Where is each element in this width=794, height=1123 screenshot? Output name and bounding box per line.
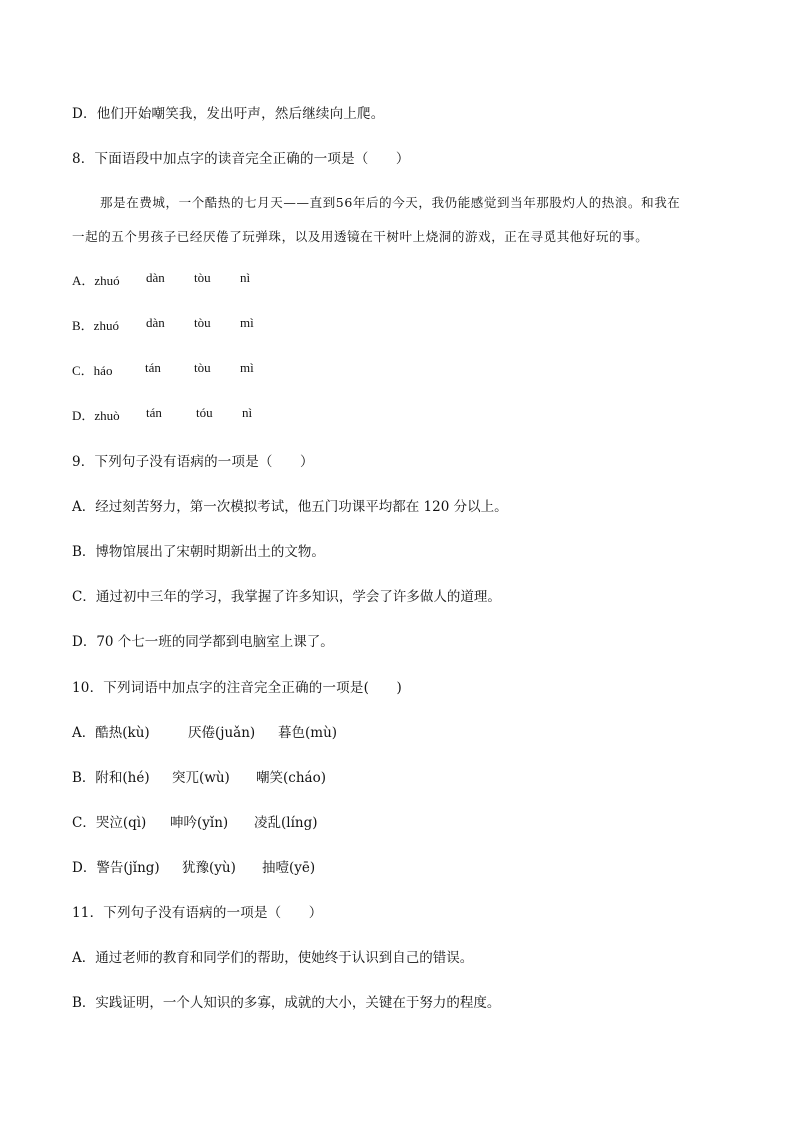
term: A．酷热(kù) bbox=[72, 725, 150, 741]
pinyin: tòu bbox=[194, 270, 211, 285]
q7-option-d: D．他们开始嘲笑我，发出吁声，然后继续向上爬。 bbox=[72, 106, 385, 122]
q9-option-d: D．70 个七一班的同学都到电脑室上课了。 bbox=[72, 634, 334, 650]
q8-passage-line-2: 一起的五个男孩子已经厌倦了玩弹珠，以及用透镜在干树叶上烧洞的游戏，正在寻觅其他好玩的事。 bbox=[72, 229, 649, 244]
pinyin: tán bbox=[145, 360, 161, 375]
term: C．哭泣(qì) bbox=[72, 815, 147, 831]
q9-option-b: B．博物馆展出了宋朝时期新出土的文物。 bbox=[72, 544, 325, 560]
term: 嘲笑(cháo) bbox=[256, 770, 326, 786]
term: 厌倦(juǎn) bbox=[188, 725, 256, 741]
pinyin: mì bbox=[240, 360, 254, 375]
q9-option-a: A．经过刻苦努力，第一次模拟考试，他五门功课平均都在 120 分以上。 bbox=[72, 499, 508, 515]
pinyin: dàn bbox=[146, 270, 165, 285]
option-label: A．zhuó bbox=[72, 273, 120, 288]
term: D．警告(jǐng) bbox=[72, 860, 160, 876]
q8-title: 8．下面语段中加点字的读音完全正确的一项是（ ） bbox=[72, 151, 410, 167]
pinyin: tán bbox=[146, 405, 162, 420]
option-label: D．zhuò bbox=[72, 408, 120, 423]
pinyin: nì bbox=[242, 405, 253, 420]
pinyin: mì bbox=[240, 315, 254, 330]
q11-option-b: B．实践证明，一个人知识的多寡，成就的大小，关键在于努力的程度。 bbox=[72, 995, 501, 1011]
term: 突兀(wù) bbox=[172, 770, 230, 786]
term: 犹豫(yù) bbox=[182, 860, 236, 876]
pinyin: tóu bbox=[196, 405, 213, 420]
q11-option-a: A．通过老师的教育和同学们的帮助，使她终于认识到自己的错误。 bbox=[72, 950, 474, 966]
q10-title: 10．下列词语中加点字的注音完全正确的一项是( ) bbox=[72, 680, 402, 696]
pinyin: tòu bbox=[194, 315, 211, 330]
term: 呻吟(yǐn) bbox=[170, 815, 229, 831]
term: 抽噎(yē) bbox=[262, 860, 316, 876]
q9-title: 9．下列句子没有语病的一项是（ ） bbox=[72, 454, 314, 470]
q11-title: 11．下列句子没有语病的一项是（ ） bbox=[72, 905, 323, 921]
pinyin: dàn bbox=[146, 315, 165, 330]
term: 暮色(mù) bbox=[278, 725, 338, 741]
option-label: B．zhuó bbox=[72, 318, 119, 333]
pinyin: tòu bbox=[194, 360, 211, 375]
option-label: C．háo bbox=[72, 363, 113, 378]
q9-option-c: C．通过初中三年的学习，我掌握了许多知识，学会了许多做人的道理。 bbox=[72, 589, 501, 605]
q8-passage-line-1: 那是在费城，一个酷热的七月天——直到56年后的今天，我仍能感觉到当年那股灼人的热浪。和我在 bbox=[100, 195, 681, 210]
term: 凌乱(líng) bbox=[254, 815, 318, 831]
pinyin: nì bbox=[240, 270, 251, 285]
term: B．附和(hé) bbox=[72, 770, 150, 786]
